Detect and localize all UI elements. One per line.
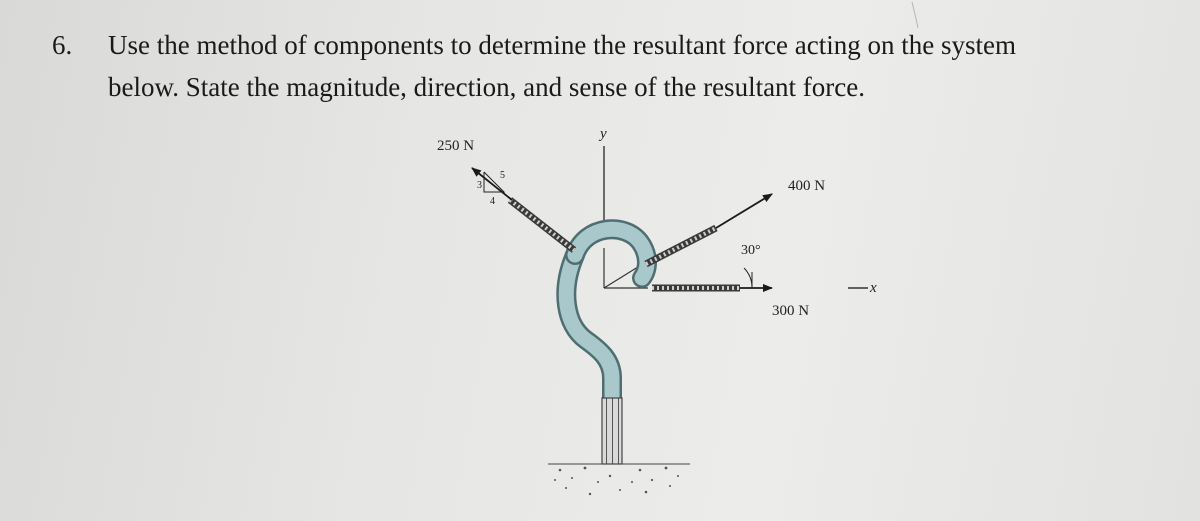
question-line-1-text: Use the method of components to determine the resultant force acting on the system — [108, 30, 1016, 60]
angle-30-label: 30° — [741, 243, 761, 258]
slope-rise-label: 3 — [477, 180, 482, 191]
question-number: 6. — [52, 30, 73, 60]
force-400n-label: 400 N — [788, 178, 826, 194]
eye-hook — [566, 229, 647, 464]
angle-arc — [744, 268, 752, 288]
force-300n-label: 300 N — [772, 303, 810, 319]
pencil-mark — [912, 2, 918, 28]
question-line-2: below. State the magnitude, direction, and sense of the resultant force. — [108, 72, 866, 102]
slope-hypotenuse-label: 5 — [500, 170, 505, 181]
x-axis-label: x — [870, 280, 877, 296]
y-axis-label: y — [600, 126, 607, 142]
force-400n-arrow — [716, 194, 772, 228]
ground — [548, 464, 690, 495]
slope-run-label: 4 — [490, 196, 495, 207]
force-250n-label: 250 N — [437, 138, 475, 154]
